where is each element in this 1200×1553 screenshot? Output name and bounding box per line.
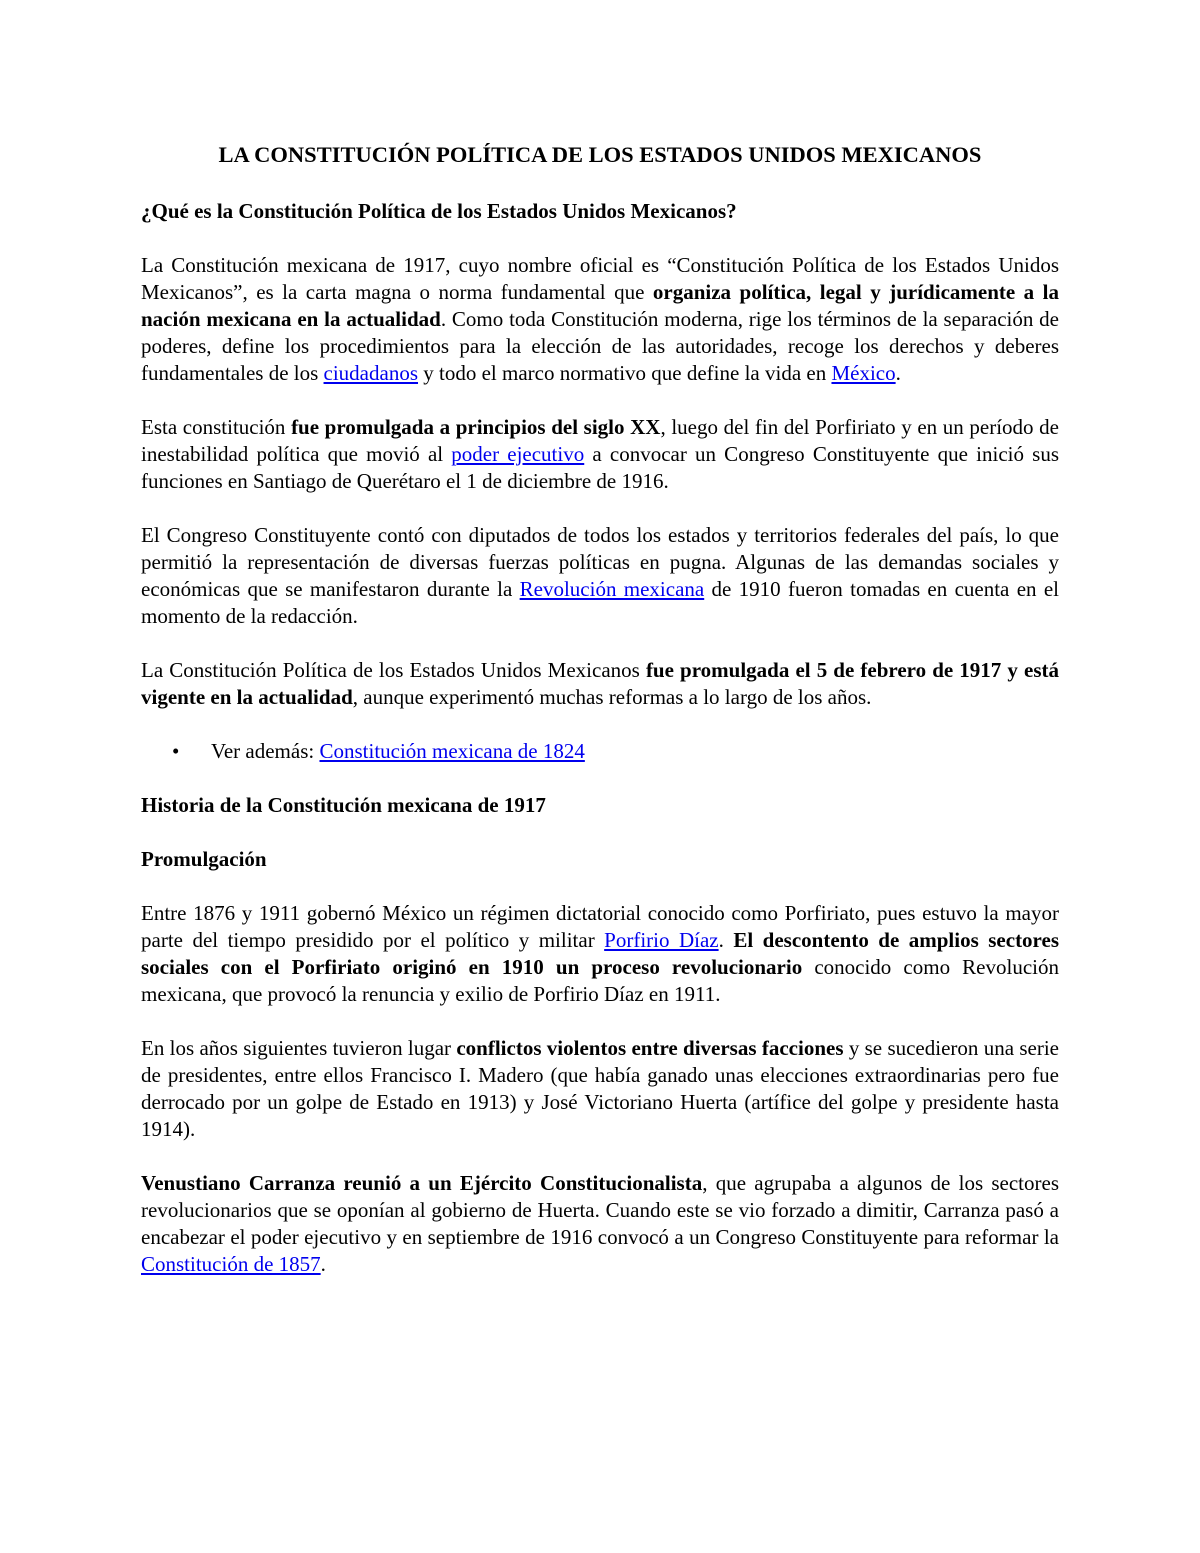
document-page	[141, 140, 1059, 1305]
link-ciudadanos[interactable]: ciudadanos	[323, 361, 419, 385]
bold-run: organiza política, legal y jurídicamente a la nación mexicana en la actualidad	[141, 280, 1059, 331]
text-run: .	[320, 1252, 326, 1276]
see-also-label: Ver además:	[211, 739, 320, 763]
history-heading: Historia de la Constitución mexicana de 1917	[141, 793, 546, 817]
text-run: .	[895, 361, 901, 385]
bold-run: fue promulgada el 5 de febrero de 1917 y está vigente en la actualidad	[141, 658, 1059, 709]
bold-run: fue promulgada a principios del siglo XX	[291, 415, 661, 439]
bold-run: Venustiano Carranza reunió a un Ejército Constitucionalista	[141, 1171, 703, 1195]
link-poder-ejecutivo[interactable]: poder ejecutivo	[451, 442, 585, 466]
text-run: . Como toda Constitución moderna, rige los términos de la separación de poderes, define los procedimientos para la elección de las autoridades, recoge los derechos y deberes fundamentales de los	[141, 307, 1059, 385]
question-heading: ¿Qué es la Constitución Política de los Estados Unidos Mexicanos?	[141, 199, 737, 223]
link-mexico[interactable]: México	[831, 361, 896, 385]
list-item	[141, 738, 1059, 765]
paragraph-congress	[141, 522, 1059, 630]
document-title: LA CONSTITUCIÓN POLÍTICA DE LOS ESTADOS UNIDOS MEXICANOS	[218, 142, 982, 167]
paragraph-carranza	[141, 1170, 1059, 1278]
text-run: , luego del fin del Porfiriato y en un período de inestabilidad política que movió al	[141, 415, 1060, 466]
paragraph-definition	[141, 252, 1059, 387]
text-run: , aunque experimentó muchas reformas a lo largo de los años.	[352, 685, 872, 709]
text-run: El Congreso Constituyente contó con diputados de todos los estados y territorios federales del país, lo que permitió la representación de diversas fuerzas políticas en pugna. Algunas de las demandas sociales y económicas que se manifestaron durante la	[141, 523, 1059, 601]
text-run: Entre 1876 y 1911 gobernó México un régimen dictatorial conocido como Porfiriato, pues estuvo la mayor parte del tiempo presidido por el político y militar	[141, 901, 1059, 952]
text-run: de 1910 fueron tomadas en cuenta en el momento de la redacción.	[141, 577, 1059, 628]
text-run: Esta constitución	[141, 415, 292, 439]
bold-run: conflictos violentos entre diversas facciones	[456, 1036, 844, 1060]
text-run: a convocar un Congreso Constituyente que inició sus funciones en Santiago de Querétaro el 1 de diciembre de 1916.	[141, 442, 1060, 493]
text-run: conocido como Revolución mexicana, que provocó la renuncia y exilio de Porfirio Díaz en 1911.	[141, 955, 1059, 1006]
see-also-list	[141, 738, 1059, 765]
paragraph-in-force	[141, 657, 1059, 711]
link-porfirio-diaz[interactable]: Porfirio Díaz	[604, 928, 719, 952]
bullet-icon: •	[172, 739, 180, 763]
text-run: En los años siguientes tuvieron lugar	[141, 1036, 457, 1060]
text-run: y todo el marco normativo que define la vida en	[418, 361, 832, 385]
paragraph-promulgation-context	[141, 414, 1059, 495]
text-run: La Constitución Política de los Estados Unidos Mexicanos	[141, 658, 646, 682]
link-revolucion-mexicana[interactable]: Revolución mexicana	[519, 577, 705, 601]
paragraph-porfiriato	[141, 900, 1059, 1008]
paragraph-conflicts	[141, 1035, 1059, 1143]
text-run: y se sucedieron una serie de presidentes, entre ellos Francisco I. Madero (que había ganado unas elecciones extraordinarias pero fue derrocado por un golpe de Estado en 1913) y José Victoriano Huerta (artífice del golpe y presidente hasta 1914).	[141, 1036, 1059, 1141]
text-run: .	[718, 928, 734, 952]
text-run: La Constitución mexicana de 1917, cuyo nombre oficial es “Constitución Política de los Estados Unidos Mexicanos”, es la carta magna o norma fundamental que	[141, 253, 1059, 304]
text-run: , que agrupaba a algunos de los sectores revolucionarios que se oponían al gobierno de Huerta. Cuando este se vio forzado a dimitir, Carranza pasó a encabezar el poder ejecutivo y en septiembre de 1916 convocó a un Congreso Constituyente para reformar la	[141, 1171, 1059, 1249]
link-constitucion-1824[interactable]: Constitución mexicana de 1824	[319, 739, 585, 763]
link-constitucion-1857[interactable]: Constitución de 1857	[141, 1252, 321, 1276]
promulgation-heading: Promulgación	[141, 847, 267, 871]
bold-run: El descontento de amplios sectores sociales con el Porfiriato originó en 1910 un proceso revolucionario	[141, 928, 1059, 979]
